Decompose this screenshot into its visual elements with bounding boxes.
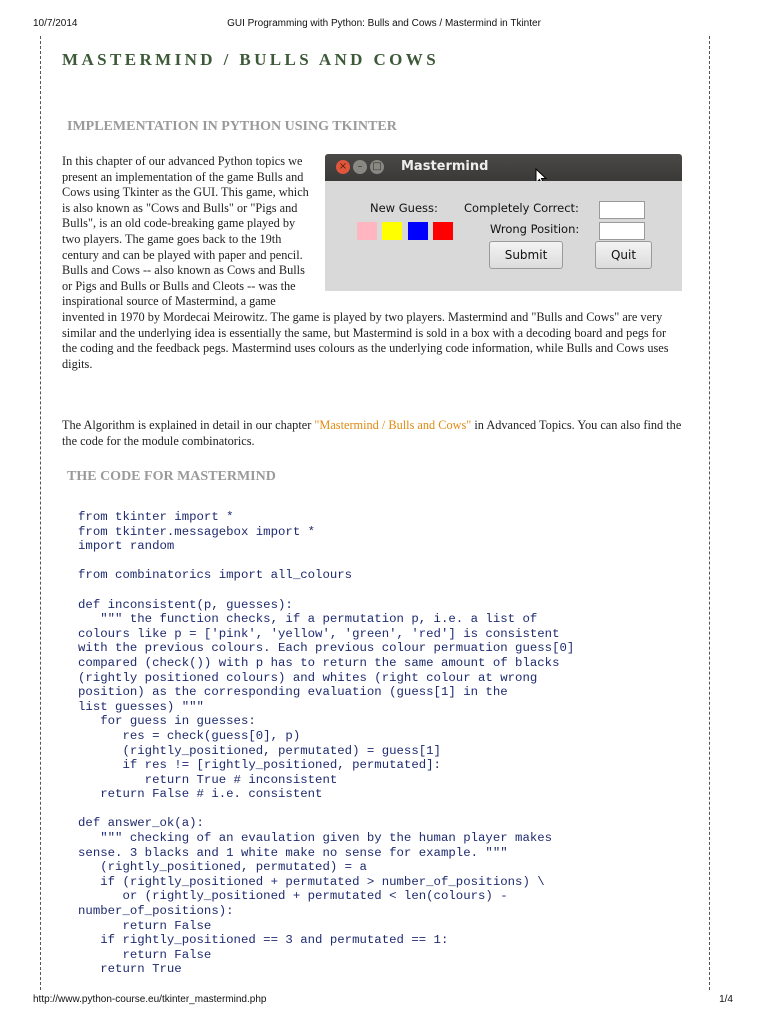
window-titlebar (325, 154, 682, 181)
wrong-position-input (599, 222, 645, 240)
section-heading-code: THE CODE FOR MASTERMIND (67, 469, 276, 484)
print-footer (0, 994, 768, 1008)
window-close-icon: × (336, 160, 350, 174)
print-header (0, 11, 768, 29)
code-block: from tkinter import * from tkinter.messagebox import * import random from combinatorics import all_colours def inconsistent(p, guesses): """ the function checks, if a permutation p, i.e. a list of colours like p = ['pink', 'yellow', 'green', 'red'] is consistent with the previous colours. Each previous colour permuation guess[0] compared (check()) with p has to return the same amount of blacks (rightly positioned colours) and whites (right colour at wrong position) as the corresponding evaluation (guess[1] in the list guesses) """ for guess in guesses: res = check(guess[0], p) (rightly_positioned, permutated) = guess[1] if res != [rightly_positioned, permutated]: return True # inconsistent return False # i.e. consistent def answer_ok(a): """ checking of an evaulation given by the human player makes sense. 3 blacks and 1 white make no sense for example. """ (rightly_positioned, permutated) = a if (rightly_positioned + permutated > number_of_positions) \ or (rightly_positioned + permutated < len(colours) - number_of_positions): return False if rightly_positioned == 3 and permutated == 1: return False return True (78, 510, 575, 977)
print-title: GUI Programming with Python: Bulls and Cows / Mastermind in Tkinter (227, 18, 541, 29)
submit-button: Submit (489, 241, 563, 269)
section-heading-implementation: IMPLEMENTATION IN PYTHON USING TKINTER (67, 119, 397, 134)
intro-paragraph (62, 154, 682, 372)
algorithm-text-before: The Algorithm is explained in detail in our chapter (62, 418, 315, 432)
wrong-position-label: Wrong Position: (490, 222, 580, 236)
window-title: Mastermind (401, 159, 489, 174)
window-body (325, 181, 682, 291)
new-guess-label: New Guess: (370, 201, 438, 215)
quit-button: Quit (595, 241, 652, 269)
page-title: MASTERMIND / BULLS AND COWS (62, 50, 440, 69)
print-date: 10/7/2014 (33, 18, 78, 29)
guess-peg-3 (408, 222, 428, 240)
page-border-left (40, 36, 41, 990)
guess-peg-1 (357, 222, 377, 240)
completely-correct-label: Completely Correct: (464, 201, 579, 215)
mastermind-chapter-link[interactable]: "Mastermind / Bulls and Cows" (314, 418, 472, 432)
window-minimize-icon: – (353, 160, 367, 174)
page-number: 1/4 (719, 994, 733, 1005)
guess-peg-4 (433, 222, 453, 240)
algorithm-text-after: in Advanced Topics. You can also find the the code for the module combinatorics. (62, 418, 682, 448)
completely-correct-input (599, 201, 645, 219)
page-border-right (709, 36, 710, 990)
mastermind-window-screenshot (325, 154, 682, 291)
intro-text: In this chapter of our advanced Python topics we present an implementation of the game Bulls and Cows using Tkinter as the GUI. This game, which is also known as "Cows and Bulls" or "Pigs and Bulls", is an old code-breaking game played by two players. The game goes back to the 19th century and can be played with paper and pencil. Bulls and Cows -- also known as Cows and Bulls or Pigs and Bulls or Bulls and Cleots -- was the inspirational source of Mastermind, a game invented in 1970 by Mordecai Meirowitz. The game is played by two players. Mastermind and "Bulls and Cows" are very similar and the underlying idea is essentially the same, but Mastermind is sold in a box with a decoding board and pegs for the coding and the feedback pegs. Mastermind uses colours as the underlying code information, while Bulls and Cows uses digits. (62, 154, 669, 371)
window-maximize-icon: □ (370, 160, 384, 174)
guess-peg-2 (382, 222, 402, 240)
print-url: http://www.python-course.eu/tkinter_mastermind.php (33, 994, 267, 1005)
algorithm-paragraph (62, 418, 682, 449)
